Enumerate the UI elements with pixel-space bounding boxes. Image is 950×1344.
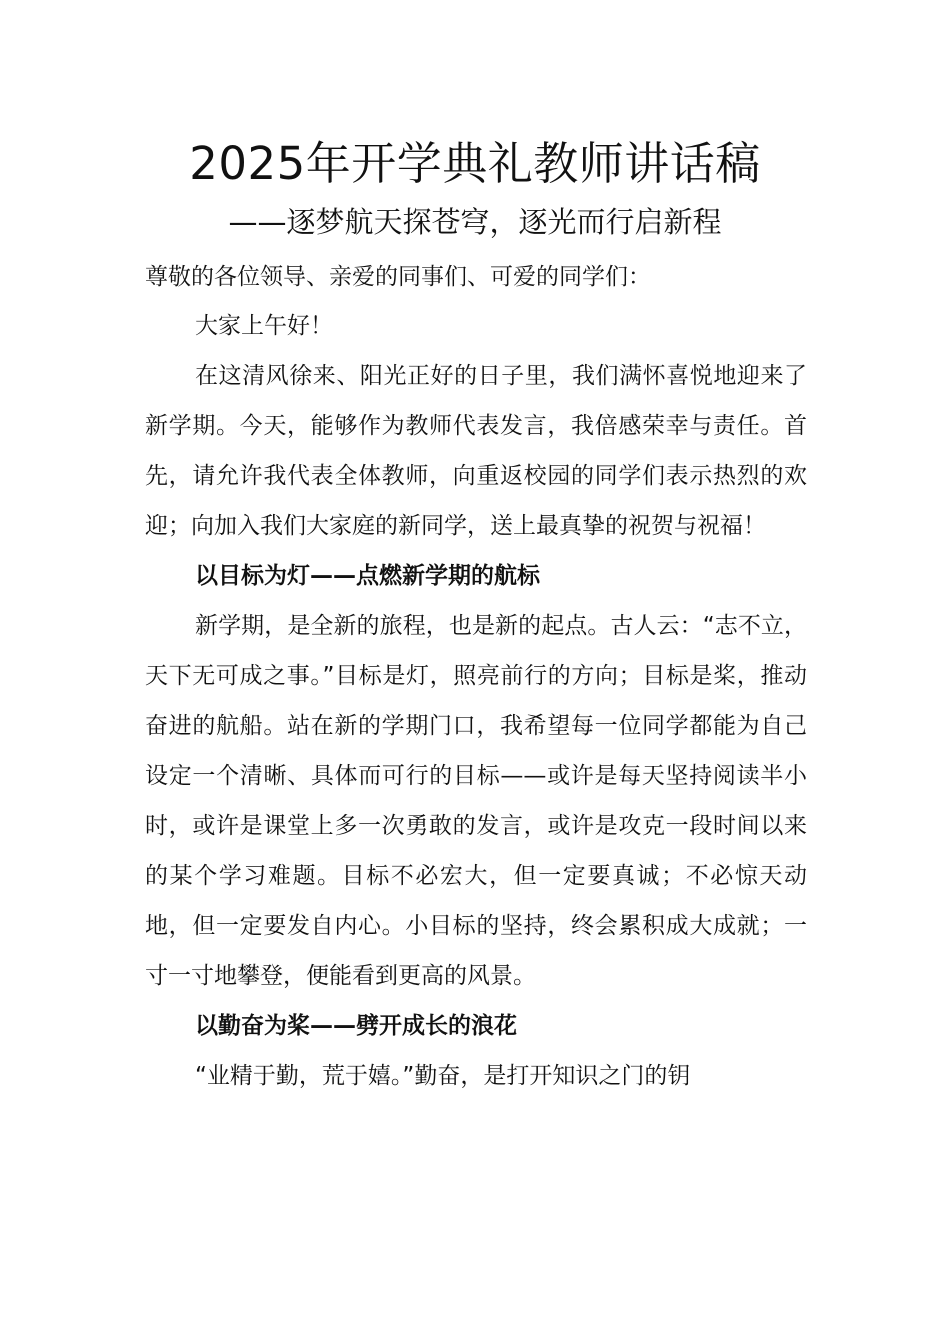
section-heading-diligence: 以勤奋为桨——劈开成长的浪花 xyxy=(195,1013,517,1039)
section-heading-goal: 以目标为灯——点燃新学期的航标 xyxy=(195,563,540,589)
greeting-paragraph: 大家上午好！ xyxy=(195,313,333,339)
document-title: 2025年开学典礼教师讲话稿 xyxy=(189,137,761,190)
intro-paragraph: 在这清风徐来、阳光正好的日子里，我们满怀喜悦地迎来了新学期。今天，能够作为教师代表发言，我倍感荣幸与责任。首先，请允许我代表全体教师，向重返校园的同学们表示热烈的欢迎；向加入我们大家庭的新同学，送上最真挚的祝贺与祝福！ xyxy=(145,363,807,539)
document-subtitle: ——逐梦航天探苍穹，逐光而行启新程 xyxy=(228,205,722,239)
goal-paragraph: 新学期，是全新的旅程，也是新的起点。古人云：“志不立，天下无可成之事。”目标是灯，照亮前行的方向；目标是桨，推动奋进的航船。站在新的学期门口，我希望每一位同学都能为自己设定一个清晰、具体而可行的目标——或许是每天坚持阅读半小时，或许是课堂上多一次勇敢的发言，或许是攻克一段时间以来的某个学习难题。目标不必宏大，但一定要真诚；不必惊天动地，但一定要发自内心。小目标的坚持，终会累积成大成就；一寸一寸地攀登，便能看到更高的风景。 xyxy=(145,613,807,989)
salutation: 尊敬的各位领导、亲爱的同事们、可爱的同学们： xyxy=(145,264,651,290)
body-text xyxy=(145,301,807,1101)
diligence-paragraph: “业精于勤，荒于嬉。”勤奋，是打开知识之门的钥 xyxy=(195,1063,691,1089)
